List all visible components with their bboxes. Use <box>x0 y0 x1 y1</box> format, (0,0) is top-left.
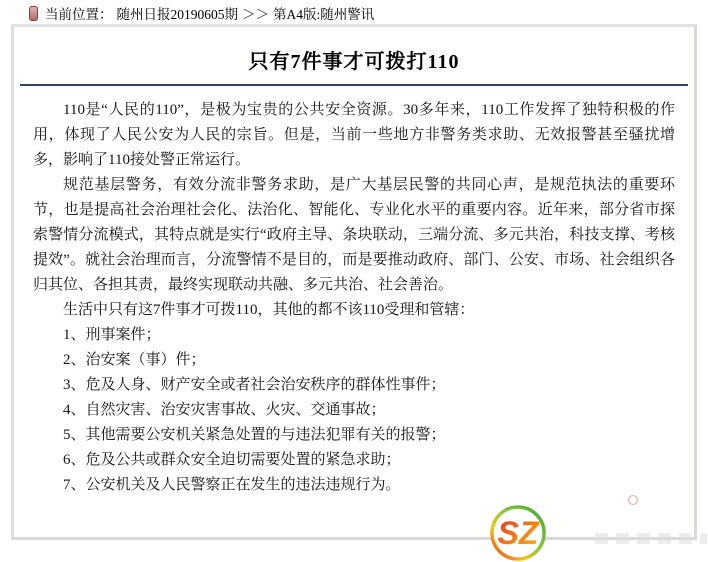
article-title: 只有7件事才可拨打110 <box>248 51 460 73</box>
svg-text:SZ: SZ <box>497 515 539 551</box>
breadcrumb-edition-link[interactable]: 随州日报20190605期 <box>116 7 238 22</box>
article-paragraph: 规范基层警务，有效分流非警务求助，是广大基层民警的共同心声，是规范执法的重要环节，也是提高社会治理社会化、法治化、智能化、专业化水平的重要内容。近年来，部分省市探索警情分流模式，其特点就是实行“政府主导、条块联动，三端分流、多元共治，科技支撑、考核提效”。就社会治理而言，分流警情不是目的，而是要推动政府、部门、公安、市场、社会组织各归其位、各担其责，最终实现联动共融、多元共治、社会善治。 <box>33 177 675 293</box>
breadcrumb-section-link[interactable]: 第A4版:随州警讯 <box>273 7 375 22</box>
small-ring-icon <box>628 495 638 505</box>
breadcrumb-marker-icon <box>29 6 38 21</box>
list-item: 4、自然灾害、治安灾害事故、火灾、交通事故； <box>63 402 386 418</box>
article-paragraph: 生活中只有这7件事才可拨110，其他的都不该110受理和管辖： <box>63 302 475 318</box>
list-item: 2、治安案（事）件； <box>63 352 206 368</box>
list-item: 7、公安机关及人民警察正在发生的违法违规行为。 <box>63 477 401 493</box>
list-item: 5、其他需要公安机关紧急处置的与违法犯罪有关的报警； <box>63 427 446 443</box>
list-item: 6、危及公共或群众安全迫切需要处置的紧急求助； <box>63 452 401 468</box>
sz-site-logo-icon <box>489 504 547 562</box>
list-item: 3、危及人身、财产安全或者社会治安秩序的群体性事件； <box>63 377 446 393</box>
article-paragraph: 110是“人民的110”，是极为宝贵的公共安全资源。30多年来，110工作发挥了独特积极的作用，体现了人民公安为人民的宗旨。但是，当前一些地方非警务类求助、无效报警甚至骚扰增多，影响了110接处警正常运行。 <box>33 102 675 168</box>
article-frame <box>11 24 697 540</box>
breadcrumb-label: 当前位置： <box>45 7 113 22</box>
list-item: 1、刑事案件； <box>63 327 161 343</box>
breadcrumb-separator: ＞＞ <box>242 7 269 22</box>
breadcrumb <box>29 3 378 23</box>
article-body <box>14 86 694 498</box>
faint-watermark-marks <box>595 533 707 544</box>
